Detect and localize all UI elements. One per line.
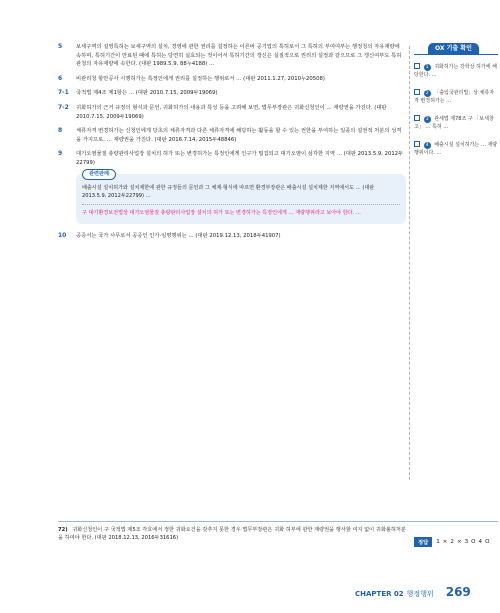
question-number: 2 <box>424 90 431 97</box>
ox-question <box>414 63 498 79</box>
footnote <box>58 526 406 543</box>
paragraph-number: 9 <box>58 150 63 158</box>
paragraph-number: 7-2 <box>58 103 69 111</box>
paragraph-number: 7-1 <box>58 89 69 97</box>
paragraph-text: 보세구역의 설영특허는 보세구역의 설치, 경영에 관한 권리를 설정하는 이른바 공기업의 특허로서 그 특허의 부여여부는 행정청의 자유재량에 속하며, 특허기간이 만료된 때에 특허는 당연히 실효되는 것이어서 특허기간의 갱신은 실질적으로 권리의 설정과 같으므로 그 갱신여부도 특허관청의 자유재량에 속한다. (대판 1989.5.9, 88누4188) … <box>76 44 402 68</box>
page-footer <box>355 585 471 599</box>
ox-question <box>414 141 498 157</box>
related-case-tag: 관련판례 <box>82 169 116 180</box>
answer-values: 1 × 2 × 3 O 4 O <box>436 539 491 545</box>
paragraph-text: 귀화허가의 근거 규정의 형식과 문언, 귀화허가의 내용과 특성 등을 고려해 보면, 법무부장관은 귀화신청인이 … 재량권을 가진다. (대판 2010.7.15, 2009두19069) <box>76 104 387 120</box>
paragraph-number: 10 <box>58 231 67 239</box>
footnote-number: 72) <box>58 527 68 533</box>
chapter-label: CHAPTER 02 <box>355 590 404 598</box>
footnote-divider <box>58 521 498 522</box>
ox-header <box>414 43 498 55</box>
paragraph-10 <box>58 232 406 241</box>
footnote-text: 귀화신청인이 구 국적법 제5조 각호에서 정한 귀화요건을 갖추지 못한 경우 법무부장관은 귀화 허부에 관한 재량권을 행사할 여지 없이 귀화불허처분을 하여야 한다. (대판 2018.12.13, 2016두31616) <box>58 527 406 542</box>
column-divider <box>409 46 410 480</box>
question-text: 「출입국관리법」상 체류자격 변경허가는 … <box>414 90 495 104</box>
ox-question <box>414 115 498 131</box>
related-case-foot: 구 대기환경보전법상 대기오염물질 총량관리사업장 설치의 허가 또는 변경허가는 특정인에게 … 재량행위라고 보아야 한다. … <box>82 204 400 217</box>
paragraph-number: 6 <box>58 74 63 82</box>
question-text: 관세법 제78조 구 「보세창고」 … 특허 … <box>414 116 494 130</box>
paragraph-number: 8 <box>58 127 63 135</box>
paragraph-6 <box>58 75 406 84</box>
checkbox-icon <box>414 63 420 69</box>
answer-label: 정답 <box>414 537 432 547</box>
related-case-text: 배출시설 설치허가와 설치제한에 관한 규정들의 문언과 그 체제·형식에 따르면 환경부장관은 배출시설 설치제한 지역에서도 … (대판 2013.5.9, 2012두22799) … <box>82 184 375 199</box>
page-number: 269 <box>445 585 471 599</box>
question-number: 3 <box>424 116 431 123</box>
paragraph-text: 비관리청 항만공사 시행허가는 특정인에게 권리를 설정하는 행위로서 … (대판 2011.1.27, 2010누20508) <box>76 75 325 82</box>
main-column <box>58 43 406 246</box>
paragraph-text: 대기오염물질 총량관리사업장 설치의 허가 또는 변경허가는 특정인에게 인구가 밀집되고 대기오염이 심각한 지역 … (대판 2013.5.9, 2012두22799) <box>76 151 404 166</box>
question-number: 4 <box>424 142 431 149</box>
paragraph-8 <box>58 127 406 144</box>
ox-question <box>414 89 498 105</box>
ox-sidebar <box>414 43 498 167</box>
paragraph-text: 국적법 제4조 제1항은 … (대판 2010.7.15, 2009두19069) <box>76 90 218 97</box>
ox-title: OX 기출 확인 <box>428 43 479 54</box>
checkbox-icon <box>414 115 420 121</box>
checkbox-icon <box>414 89 420 95</box>
paragraph-text: 공증서는 국가 사무로서 공증인 인가·임명행위는 … (대판 2019.12.13, 2018두41907) <box>76 232 281 239</box>
paragraph-7-2 <box>58 104 406 121</box>
paragraph-text: 체류자격 변경허가는 신청인에게 당초의 체류자격과 다른 체류자격에 해당하는 활동을 할 수 있는 권한을 부여하는 일종의 설권적 처분의 성격을 가지므로, … 재량권을 가진다. (대판 2016.7.14, 2015두48846) <box>76 128 402 143</box>
chapter-title: 행정행위 <box>406 590 434 598</box>
related-case-box <box>76 170 406 224</box>
question-text: 배출시설 설치허가는 … 재량행위이다. … <box>414 142 498 156</box>
question-text: 귀화허가는 강학상 허가에 해당한다. … <box>414 64 497 78</box>
paragraph-9 <box>58 150 406 167</box>
paragraph-number: 5 <box>58 43 63 50</box>
answer-key <box>414 537 490 547</box>
paragraph-5 <box>58 43 406 69</box>
checkbox-icon <box>414 141 420 147</box>
paragraph-7-1 <box>58 89 406 98</box>
question-number: 1 <box>424 64 431 71</box>
